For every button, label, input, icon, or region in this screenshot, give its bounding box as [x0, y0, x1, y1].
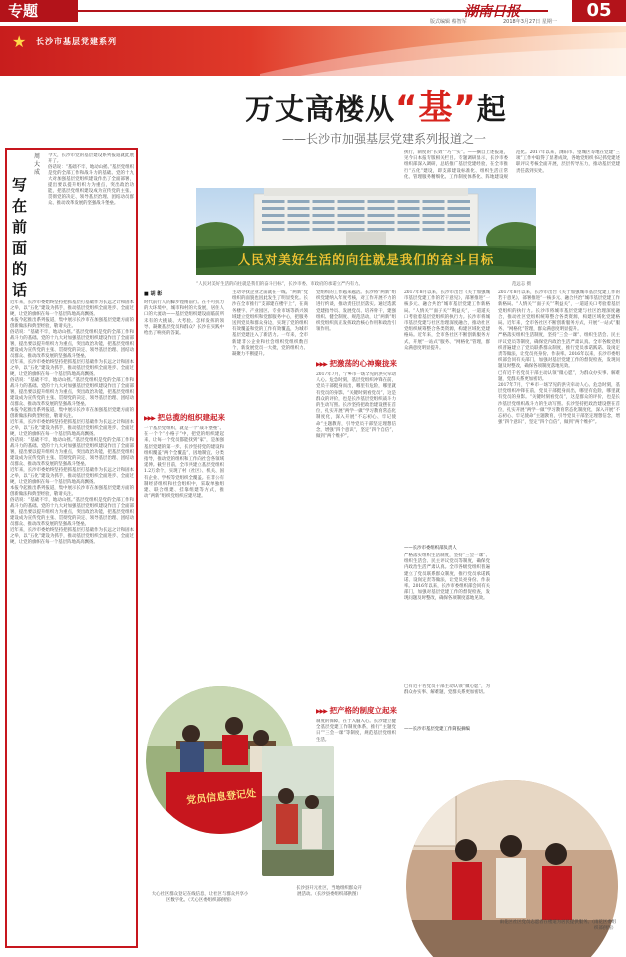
- col4-body-b: 2017年8月以来，长沙市出台《关于加强城市基层党建工作的若干意见》，部署推进“一核多元、融合共治”城市基层党建工作新格局。“人情关”“面子关”“利益关”，一道道关口考验着基层党组织的执行力。长沙市将城市基层党建与社区治理深度融合，推动社区党组织统筹整合各类资源，构建区域化党建格局。近年来，全市各社区不断创新服务方式，开展“一站式”服务、“网格化”管理，群众满意度明显提升。: [404, 290, 490, 351]
- commentary-paragraph: 近年来，长沙市委始终坚持把抓基层打基础作为长远之计和固本之举，以“五化”建设为抓手，推动基层党组织全面进步、全面过硬，让党的旗帜在每一个基层阵地高高飘扬。: [10, 468, 134, 485]
- section-head-3: [316, 705, 400, 715]
- headline-quoted: “基”: [395, 88, 477, 128]
- star-icon: ★: [12, 32, 27, 51]
- photo-banner-slogan: 人民对美好生活的向往就是我们的奋斗目标: [237, 252, 495, 267]
- commentary-body: [10, 300, 134, 942]
- col1-section1: 一个基层党组织，就是一个“战斗堡垒”。在一个个“小格子”中，把党的组织建起来，让每一个党员都能找到“家”，是加强基层党建的第一步。长沙坚持党的建设和组织覆盖“两个全覆盖”，因地制宜、分类指导，推动党的组织和工作向社会各领域延伸。截至目前，全市共建立基层党组织1.2万余个，实现了村（社区）、机关、国有企业、学校等党组织全覆盖。在非公有制经济组织和社会组织中，采取单独组建、联合组建、挂靠组建等方式，推动“两新”组织党组织应建尽建。: [144, 426, 224, 500]
- date-meta: 2018年3月27日 星期一: [503, 19, 557, 25]
- commentary-paragraph: 今天，长沙市党的基层建设系列报道就此展开了。: [48, 153, 134, 164]
- paper-logo: 湖南日报: [464, 4, 520, 20]
- subheadline: ——长沙市加强基层党建系列报道之一: [282, 132, 487, 146]
- commentary-paragraph: 本报今起推出系列报道，集中展示长沙市在加强基层党建方面的创新做法和典型经验，敬请关注。: [10, 408, 134, 419]
- byline: ■ 胡 彰: [144, 291, 163, 297]
- commentary-author: 周大成: [34, 153, 41, 176]
- section-label: 专题: [0, 0, 78, 22]
- col3-section3: 制度的保障，在于入脑入心。长沙建立健全基层党建工作制度体系，推行“主题党日”“三会一课”等制度，规范基层党组织生活。: [316, 719, 396, 743]
- commentary-paragraph: 俗话说：“基础不牢，地动山摇。”基层党组织是党的全部工作和战斗力的基础。党的十九大对加强基层党组织建设作出了全面部署，提出要以提升组织力为重点，突出政治功能，把基层党组织建设成为宣传党的主张、贯彻党的决定、领导基层治理、团结动员群众、推动改革发展的坚强战斗堡垒。: [10, 498, 134, 527]
- headline-part-2: 起: [476, 92, 507, 126]
- section-title: 把总揽的组织建起来: [157, 413, 225, 422]
- col4-body-c: 严格落实组织生活制度，坚持“三会一课”、组织生活会、民主评议党员等制度，确保党内政治生活严肃认真。全市各级党组织普遍建立了党员联系群众制度，推行党员承诺践诺、设岗定责等做法，让党员亮身份、作表率。2016年以来，长沙市委组织部会同有关部门，加强对基层党建工作的督促检查，发现问题及时整改，确保各项制度落地见效。: [404, 553, 490, 602]
- commentary-paragraph: 近年来，长沙市委始终坚持把抓基层打基础作为长远之计和固本之举，以“五化”建设为抓手，推动基层党组织全面进步、全面过硬，让党的旗帜在每一个基层阵地高高飘扬。: [10, 300, 134, 317]
- editor-note-2: ——长沙市基层党建工作简报摘编: [404, 727, 470, 732]
- registration-sign: 党员信息登记处: [185, 788, 257, 807]
- section-head-1: [144, 412, 228, 422]
- column-name: 长沙市基层党建系列: [36, 37, 117, 46]
- col5-paragraph: 严格落实组织生活制度，坚持“三会一课”、组织生活会、民主评议党员等制度，确保党内政治生活严肃认真。全市各级党组织普遍建立了党员联系群众制度，推行党员承诺践诺、设岗定责等做法，让党员亮身份、作表率。2016年以来，长沙市委组织部会同有关部门，加强对基层党建工作的督促检查，发现问题及时整改，确保各项制度落地见效。: [498, 333, 620, 370]
- col3-section2: 2017年7月，宁乡市一场罕见的洪灾牵动人心。危急时刻，基层党组织冲锋在前，党员干部挺身而出，哪里有危险，哪里就有党员的身影。“关键时刻看党员”，这是群众的评价，也是长沙基层党组织战斗力的生动写照。长沙坚持把政治建设摆在首位，扎实开展“两学一做”学习教育常态化制度化，深入开展“不忘初心、牢记使命”主题教育，引导党员干部坚定理想信念，增强“四个意识”，坚定“四个自信”，做到“两个维护”。: [316, 372, 396, 440]
- editor-note-1: ——长沙市委组织部负责人: [404, 546, 457, 551]
- main-photo-caption: “人民对美好生活的向往就是我们的奋斗目标”，长沙市委、市政府的承诺立严内有力。: [196, 282, 363, 287]
- section-title: 把激荡的心神聚拢来: [329, 359, 397, 368]
- triple-arrow-icon: ▶▶▶: [144, 415, 155, 422]
- photo-community: [262, 746, 334, 876]
- section-title: 把产格的制度立起来: [329, 706, 397, 715]
- column-banner: [0, 26, 626, 76]
- editor-meta: 版式编辑 蔡智军: [430, 19, 467, 25]
- col5-paragraph: 已有近千名党员干部主动认领“微心愿”，为群众办实事、解难题，党群关系更加密切。: [498, 370, 620, 382]
- photo3-caption: 雨花区社区党员志愿者在楼道为居民提供服务。（雨花区委组织部供图）: [499, 920, 616, 931]
- community-scene-image: [262, 746, 334, 876]
- main-headline: [245, 80, 507, 129]
- page-number: 05: [572, 0, 626, 22]
- commentary-title: 写在前面的话: [12, 176, 28, 299]
- col2-body: 主动寻找企业之前就在一线。“两新”党组织的面貌也因此发生了明显变化。长沙在全市推行“支部建在楼宇上”，在商务楼宇、产业园区、专业市场等新兴领域建立党组织和党群服务中心，把服务送到党员和群众身边，实现了党的组织有效覆盖和党的工作有效覆盖，为城市基层党建注入了新活力。一年来，全市新建非公企业和社会组织党组织数百个，新发展党员一大批，党的组织力、凝聚力不断提升。: [232, 290, 308, 358]
- commentary-paragraph: 俗话说：“基础不牢，地动山摇。”基层党组织是党的全部工作和战斗力的基础。党的十九大对加强基层党组织建设作出了全面部署，提出要以提升组织力为重点，突出政治功能，把基层党组织建设成为宣传党的主张、贯彻党的决定、领导基层治理、团结动员群众、推动改革发展的坚强战斗堡垒。: [10, 330, 134, 359]
- commentary-paragraph: 本报今起推出系列报道，集中展示长沙市在加强基层党建方面的创新做法和典型经验，敬请关注。: [10, 318, 134, 329]
- photo2-caption: 长沙县开元社区，当地组织群众开展活动。（长沙县委组织部供图）: [296, 886, 362, 897]
- commentary-paragraph: 本报今起推出系列报道，集中展示长沙市在加强基层党建方面的创新做法和典型经验，敬请关注。: [10, 486, 134, 497]
- commentary-paragraph: 俗话说：“基础不牢，地动山摇。”基层党组织是党的全部工作和战斗力的基础。党的十九大对加强基层党组织建设作出了全面部署，提出要以提升组织力为重点，突出政治功能，把基层党组织建设成为宣传党的主张、贯彻党的决定、领导基层治理、团结动员群众、推动改革发展的坚强战斗堡垒。: [48, 165, 134, 206]
- photo1-caption: 大心社区群众登记在线信息，让社区与群众共享小区数字化。（天心区委组织部供图）: [151, 892, 249, 903]
- section-head-2: [316, 358, 400, 368]
- col3-intro: 党组织的工作越来越活。长沙将“两新”组织党建纳入年度考核，对工作开展不力的进行约谈，推动责任层层落实。通过选派党建指导员、发展党员、培养骨干，建强组织、健全制度、规范活动，让“两新”组织党组织真正发挥政治核心作用和政治引领作用。: [316, 290, 396, 333]
- col4-body-d: 已有近千名党员干部主动认领“微心愿”，为群众办实事、解难题，党群关系更加密切。: [404, 684, 490, 696]
- commentary-paragraph: 近年来，长沙市委始终坚持把抓基层打基础作为长远之计和固本之举，以“五化”建设为抓手，推动基层党组织全面进步、全面过硬，让党的旗帜在每一个基层阵地高高飘扬。: [10, 528, 134, 545]
- headline-part-1: 万丈高楼从: [245, 92, 396, 126]
- decorative-swoosh: [260, 26, 626, 76]
- commentary-para-1: [48, 153, 134, 298]
- triple-arrow-icon: ▶▶▶: [316, 361, 327, 368]
- col1-intro: 时代前行人的脚步铿锵前行。在不可抗力的大环境中，城市和村的大发展，居住人口的大流动——基层党组织建设面临前所未有的大挑战、大考验。怎样发挥的领导、凝聚基层党员和群众？长沙在实践中给出了响亮的答案。: [144, 300, 224, 337]
- commentary-paragraph: 俗话说：“基础不牢，地动山摇。”基层党组织是党的全部工作和战斗力的基础。党的十九大对加强基层党组织建设作出了全面部署，提出要以提升组织力为重点，突出政治功能，把基层党组织建设成为宣传党的主张、贯彻党的决定、领导基层治理、团结动员群众、推动改革发展的坚强战斗堡垒。: [10, 438, 134, 467]
- main-photo-credit: 范远志 摄: [512, 282, 531, 287]
- col5-paragraph: 2017年8月以来，长沙市出台《关于加强城市基层党建工作的若干意见》，部署推进“一核多元、融合共治”城市基层党建工作新格局。“人情关”“面子关”“利益关”，一道道关口考验着基层党组织的执行力。长沙市将城市基层党建与社区治理深度融合，推动社区党组织统筹整合各类资源，构建区域化党建格局。近年来，全市各社区不断创新服务方式，开展“一站式”服务、“网格化”管理，群众满意度明显提升。: [498, 290, 620, 333]
- col4-top: 执行，制度的“长效”“巧”“实”。——摘自上述报道，见今日本报专版相关栏目。专题调研显示，长沙市委组织部深入调研，总结推广基层党建经验，在全市推行“五化”建设，即支部建设标准化、组织生活正常化、管理服务精细化、工作制度体系化、阵地建设规范化。2017年以来，浏阳市、望城区等地在党建“三项”工作中取得了显著成效，各地党组织书记抓党建述职评议考核全面开展，层层传导压力，推动基层党建责任落到实处。: [404, 150, 620, 180]
- col5-paragraph: 2017年7月，宁乡市一场罕见的洪灾牵动人心。危急时刻，基层党组织冲锋在前，党员干部挺身而出，哪里有危险，哪里就有党员的身影。“关键时刻看党员”，这是群众的评价，也是长沙基层党组织战斗力的生动写照。长沙坚持把政治建设摆在首位，扎实开展“两学一做”学习教育常态化制度化，深入开展“不忘初心、牢记使命”主题教育，引导党员干部坚定理想信念，增强“四个意识”，坚定“四个自信”，做到“两个维护”。: [498, 383, 620, 426]
- triple-arrow-icon: ▶▶▶: [316, 708, 327, 715]
- commentary-paragraph: 近年来，长沙市委始终坚持把抓基层打基础作为长远之计和固本之举，以“五化”建设为抓手，推动基层党组织全面进步、全面过硬，让党的旗帜在每一个基层阵地高高飘扬。: [10, 360, 134, 377]
- commentary-paragraph: 俗话说：“基础不牢，地动山摇。”基层党组织是党的全部工作和战斗力的基础。党的十九大对加强基层党组织建设作出了全面部署，提出要以提升组织力为重点，突出政治功能，把基层党组织建设成为宣传党的主张、贯彻党的决定、领导基层治理、团结动员群众、推动改革发展的坚强战斗堡垒。: [10, 378, 134, 407]
- col5-body: [498, 290, 620, 770]
- commentary-paragraph: 近年来，长沙市委始终坚持把抓基层打基础作为长远之计和固本之举，以“五化”建设为抓手，推动基层党组织全面进步、全面过硬，让党的旗帜在每一个基层阵地高高飘扬。: [10, 420, 134, 437]
